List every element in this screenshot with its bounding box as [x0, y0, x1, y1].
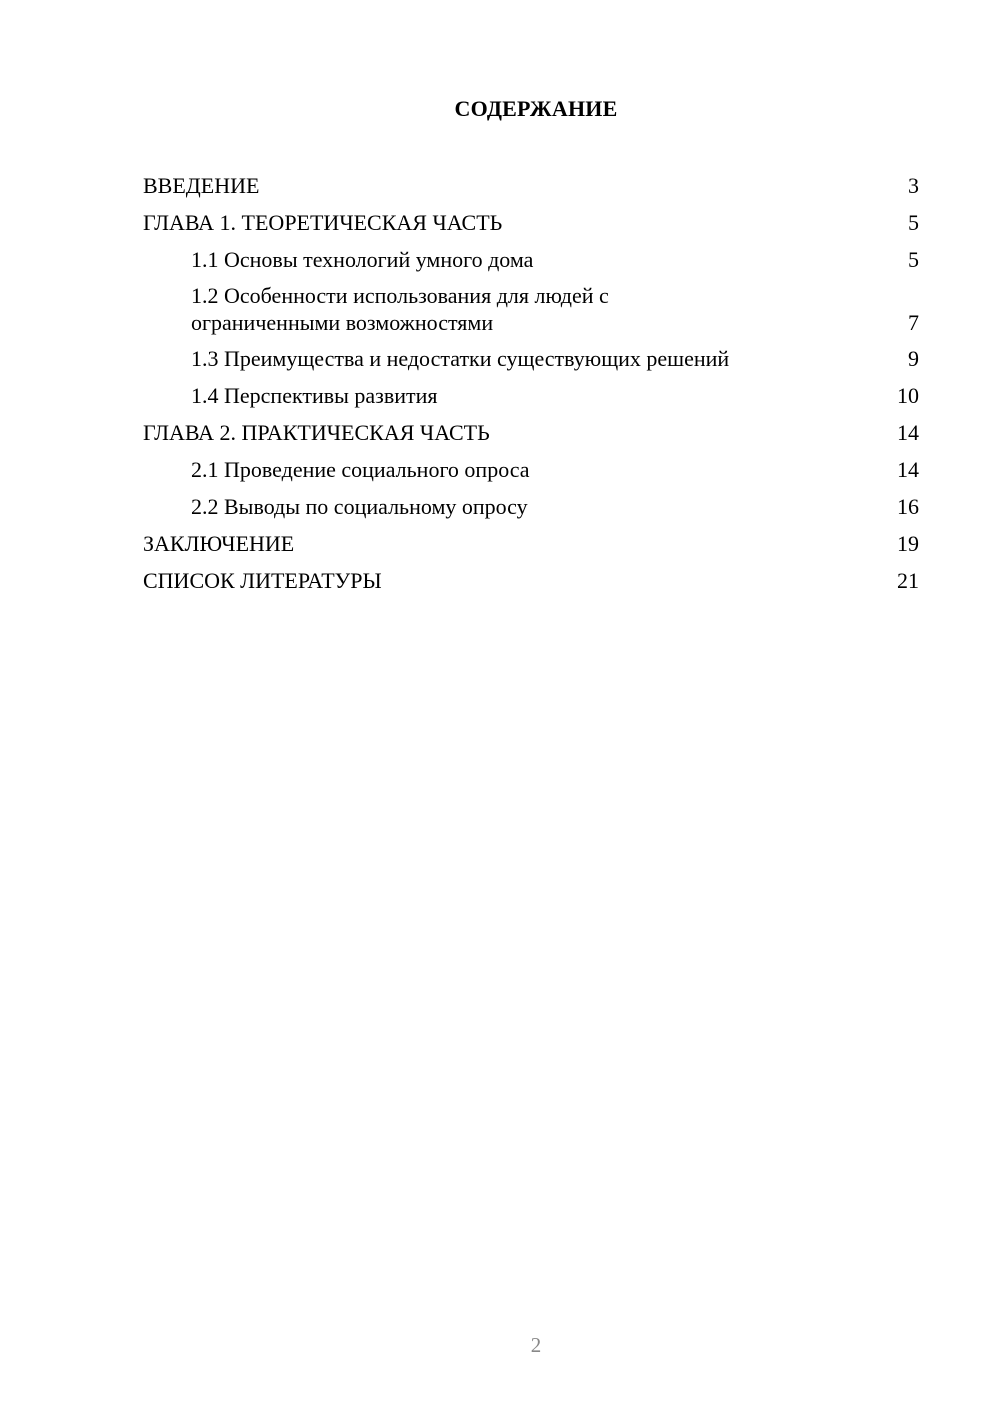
toc-entry-section-2-2 — [143, 488, 919, 525]
toc-entry-label: 1.1 Основы технологий умного дома — [191, 247, 534, 272]
toc-entry-label: 2.1 Проведение социального опроса — [191, 457, 530, 482]
toc-entry-label: 2.2 Выводы по социальному опросу — [191, 494, 528, 519]
toc-entry-page: 10 — [897, 383, 919, 408]
toc-entry-label: ЗАКЛЮЧЕНИЕ — [143, 531, 295, 556]
page-number: 2 — [530, 1333, 542, 1357]
toc-entry-page: 14 — [897, 457, 919, 482]
toc-entry-references — [143, 562, 919, 599]
toc-entry-page: 5 — [908, 210, 919, 235]
toc-entry-label: 1.2 Особенности использования для людей с ограниченными возможностями — [191, 283, 609, 335]
toc-entry-section-2-1 — [143, 451, 919, 488]
page-title: СОДЕРЖАНИЕ — [454, 96, 618, 121]
toc-entry-page: 3 — [908, 173, 919, 198]
toc-entry-page: 21 — [897, 568, 919, 593]
toc-entry-label: ГЛАВА 2. ПРАКТИЧЕСКАЯ ЧАСТЬ — [143, 420, 490, 445]
table-of-contents — [143, 167, 919, 599]
toc-entry-page: 5 — [908, 247, 919, 272]
toc-entry-page: 7 — [908, 310, 919, 335]
toc-entry-page: 19 — [897, 531, 919, 556]
toc-entry-chapter-2 — [143, 414, 919, 451]
toc-entry-label: 1.3 Преимущества и недостатки существующих решений — [191, 346, 730, 371]
toc-entry-label: ГЛАВА 1. ТЕОРЕТИЧЕСКАЯ ЧАСТЬ — [143, 210, 503, 235]
toc-entry-label: ВВЕДЕНИЕ — [143, 173, 260, 198]
toc-entry-section-1-1 — [143, 241, 919, 278]
toc-entry-page: 9 — [908, 346, 919, 371]
toc-entry-label: 1.4 Перспективы развития — [191, 383, 438, 408]
toc-entry-label: СПИСОК ЛИТЕРАТУРЫ — [143, 568, 382, 593]
toc-entry-section-1-4 — [143, 377, 919, 414]
toc-entry-section-1-2 — [143, 278, 919, 340]
toc-entry-chapter-1 — [143, 204, 919, 241]
toc-entry-introduction — [143, 167, 919, 204]
toc-entry-section-1-3 — [143, 340, 919, 377]
toc-entry-page: 16 — [897, 494, 919, 519]
toc-entry-conclusion — [143, 525, 919, 562]
toc-entry-page: 14 — [897, 420, 919, 445]
